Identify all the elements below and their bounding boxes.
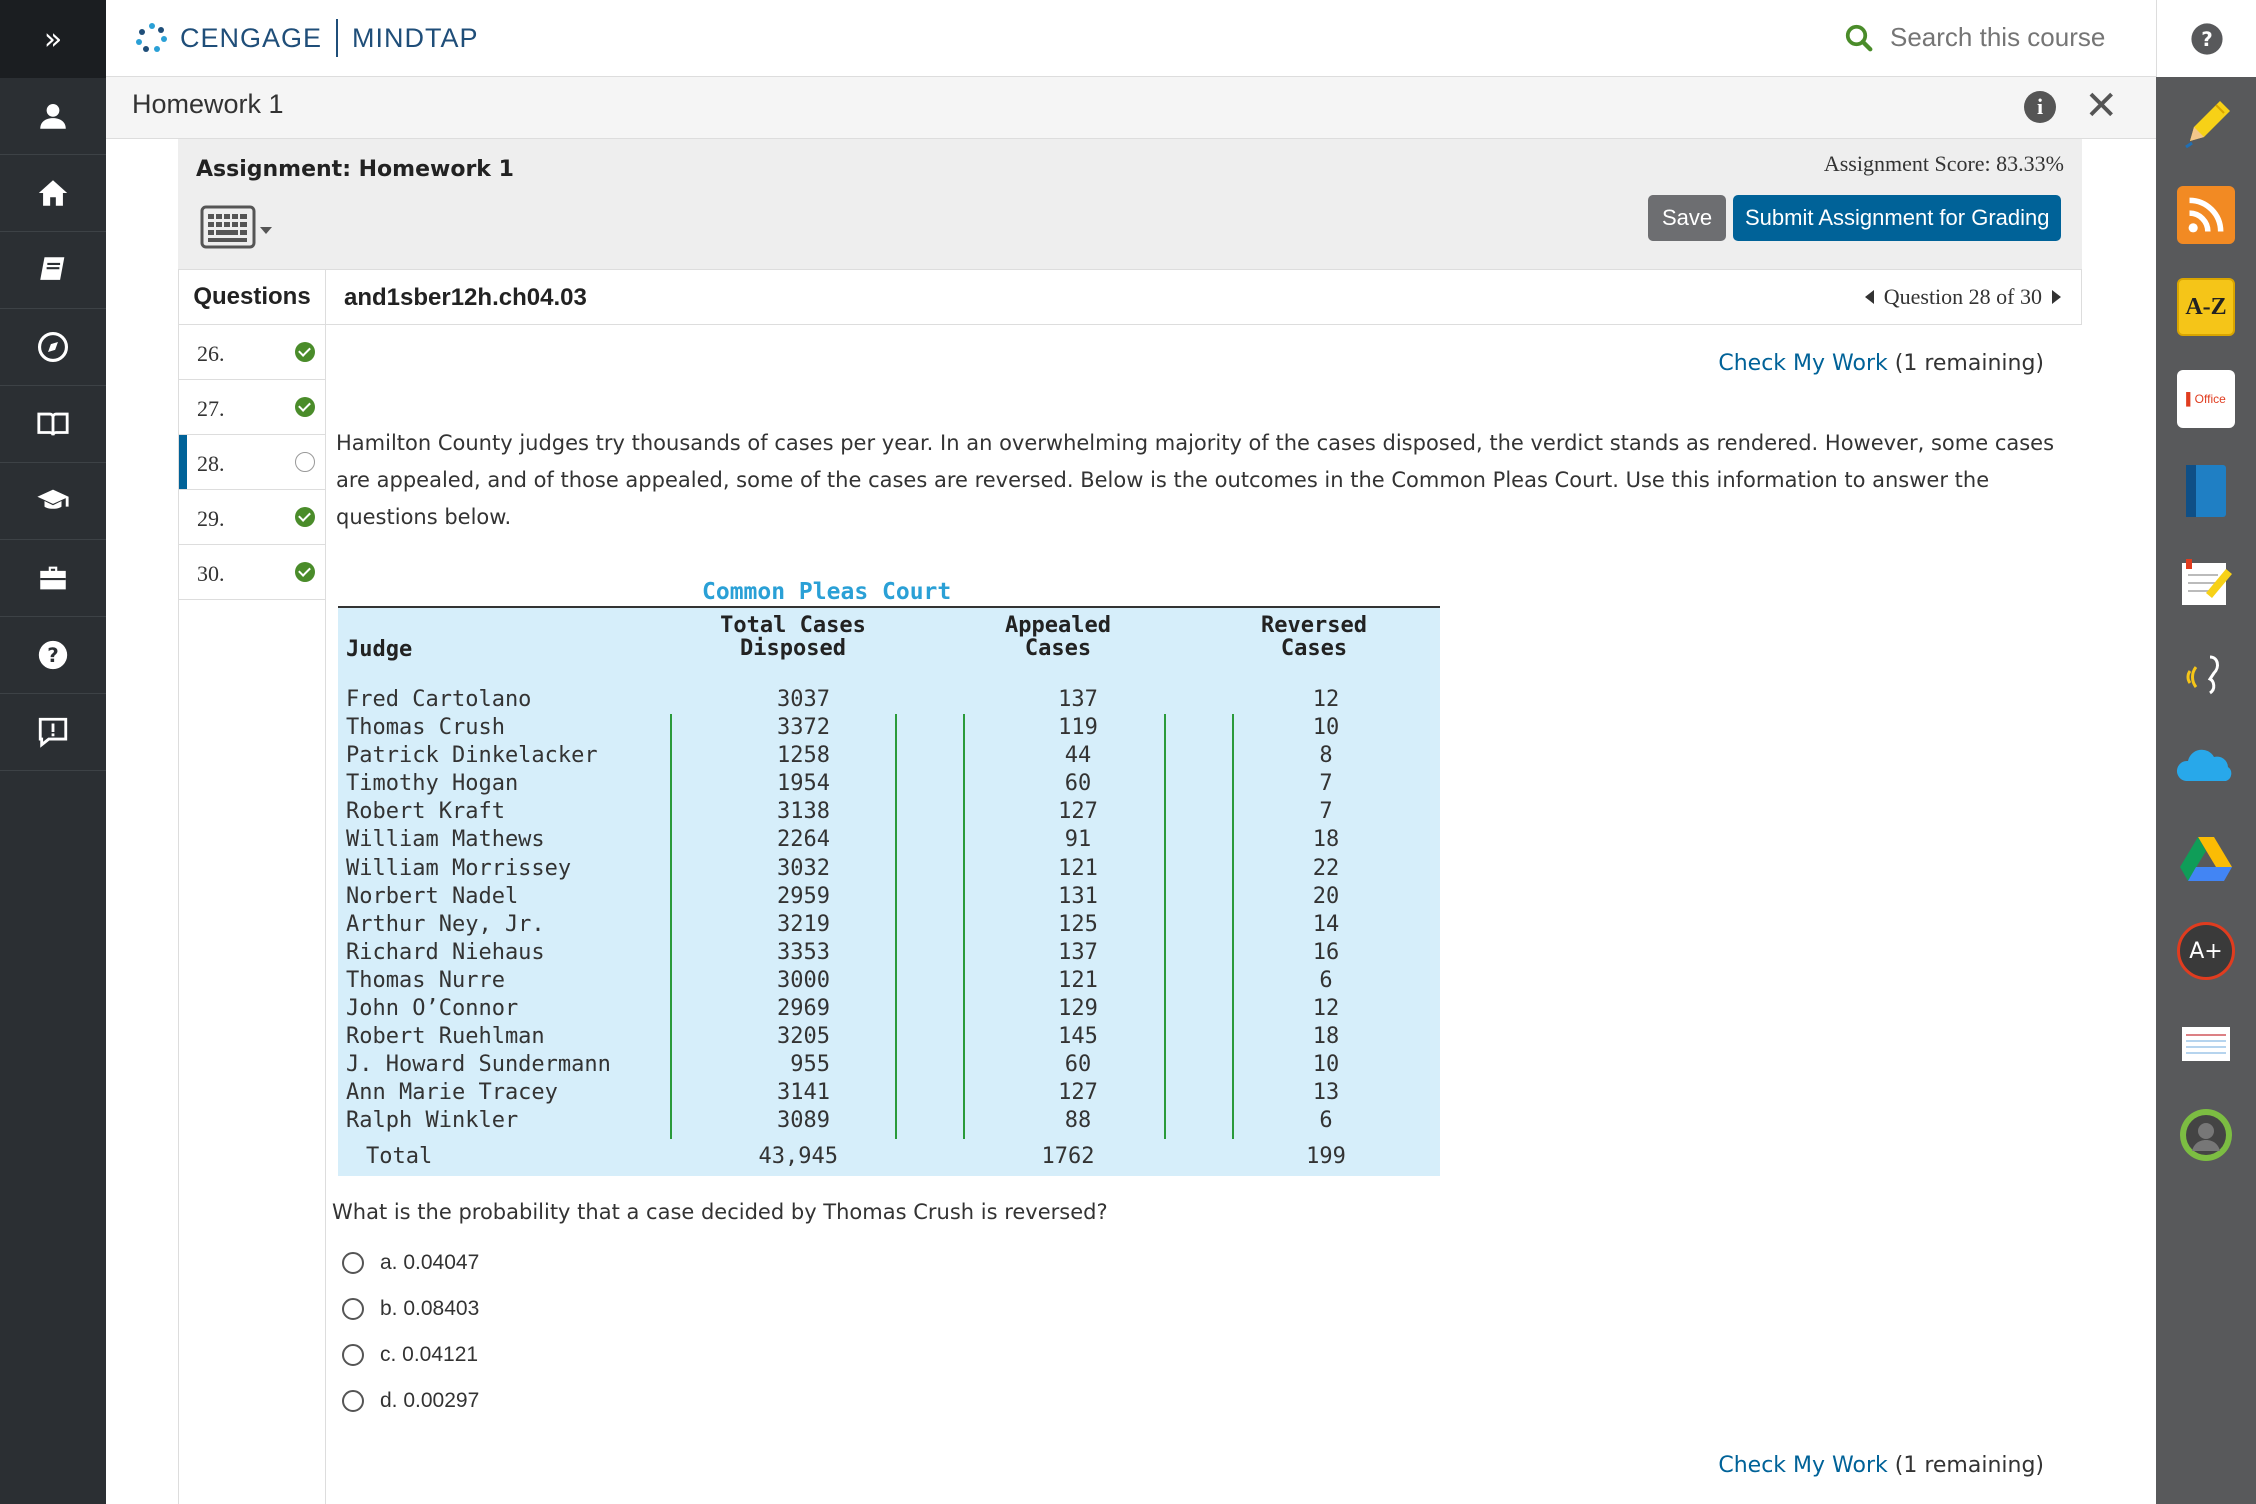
question-list-item-current[interactable] xyxy=(179,435,325,490)
appealed-cases-column xyxy=(1038,686,1118,1136)
notes-icon xyxy=(2176,553,2236,613)
reversed-cases-cell: 8 xyxy=(1319,743,1333,769)
judge-name-cell: Patrick Dinkelacker xyxy=(346,743,598,769)
header-judge: Judge xyxy=(346,637,413,662)
reversed-cases-cell: 18 xyxy=(1312,827,1340,853)
assignment-name: Assignment: Homework 1 xyxy=(196,157,514,182)
judge-name-cell: William Mathews xyxy=(346,827,545,853)
complete-check-icon xyxy=(295,342,315,362)
search-input[interactable] xyxy=(1890,22,2120,53)
reversed-cases-cell: 16 xyxy=(1312,939,1340,965)
radio-button[interactable] xyxy=(342,1390,364,1412)
total-cases-cell: 3219 xyxy=(777,911,830,937)
judge-name-cell: Ann Marie Tracey xyxy=(346,1080,558,1106)
total-cases-cell: 955 xyxy=(790,1052,830,1078)
judge-name-cell: Thomas Crush xyxy=(346,715,505,741)
question-navigator xyxy=(1865,284,2061,310)
total-cases-cell: 3037 xyxy=(777,687,830,712)
judge-name-cell: Timothy Hogan xyxy=(346,771,519,797)
reversed-cases-cell: 12 xyxy=(1312,687,1340,712)
graduation-cap-icon xyxy=(36,484,70,518)
nav-feedback[interactable] xyxy=(0,694,106,771)
save-button[interactable]: Save xyxy=(1648,195,1726,241)
total-cases-cell: 1258 xyxy=(777,743,830,769)
question-position: Question 28 of 30 xyxy=(1883,284,2042,309)
submit-for-grading-button[interactable]: Submit Assignment for Grading xyxy=(1733,195,2061,241)
total-cases-cell: 3205 xyxy=(777,1024,830,1050)
next-question-icon[interactable] xyxy=(2052,290,2061,304)
readspeaker-icon xyxy=(2176,645,2236,705)
course-search xyxy=(1844,22,2120,53)
assignment-score: Assignment Score: 83.33% xyxy=(1823,151,2064,176)
appealed-cases-cell: 127 xyxy=(1058,799,1098,825)
column-divider xyxy=(963,714,965,1139)
pencil-icon xyxy=(2176,93,2236,153)
total-cases-cell: 2969 xyxy=(777,996,830,1022)
appealed-cases-sum: 1762 xyxy=(1041,1144,1095,1169)
header-total-cases xyxy=(698,614,888,660)
nav-compass[interactable] xyxy=(0,309,106,386)
appealed-cases-cell: 121 xyxy=(1058,967,1098,993)
judge-name-cell: John O’Connor xyxy=(346,996,519,1022)
search-icon[interactable] xyxy=(1844,23,1874,53)
reversed-cases-cell: 10 xyxy=(1312,1052,1340,1078)
check-my-work-link[interactable]: Check My Work xyxy=(1718,351,1888,376)
user-icon xyxy=(36,99,70,133)
nav-notebook[interactable] xyxy=(0,232,106,309)
total-label: Total xyxy=(366,1144,433,1169)
judge-name-cell: Ralph Winkler xyxy=(346,1108,519,1134)
book-open-icon xyxy=(36,407,70,441)
question-number: 26. xyxy=(197,341,225,366)
nav-home[interactable] xyxy=(0,155,106,232)
judge-column xyxy=(346,686,611,1136)
top-header xyxy=(106,0,2156,77)
office-icon: ▌Office xyxy=(2177,370,2235,428)
check-my-work-link[interactable]: Check My Work xyxy=(1718,1453,1888,1478)
judge-name-cell: Robert Ruehlman xyxy=(346,1024,545,1050)
dock-google-drive[interactable] xyxy=(2156,813,2256,905)
option-label: b. 0.08403 xyxy=(380,1297,480,1320)
nav-readings[interactable] xyxy=(0,386,106,463)
total-cases-cell: 3089 xyxy=(777,1108,830,1134)
appealed-cases-cell: 125 xyxy=(1058,911,1098,937)
question-prompt: Hamilton County judges try thousands of cases per year. In an overwhelming majority of the cases disposed, the verdict stands as rendered. However, some cases are appealed, and of those appealed, some of the cases are reversed. Below is the outcomes in the Common Pleas Court. Use this information to answer the questions below. xyxy=(336,431,2055,529)
judge-name-cell: Richard Niehaus xyxy=(346,939,545,965)
dock-readspeaker[interactable] xyxy=(2156,629,2256,721)
radio-button[interactable] xyxy=(342,1344,364,1366)
header-total-line2: Disposed xyxy=(740,636,846,661)
compass-icon xyxy=(36,330,70,364)
total-cases-cell: 3032 xyxy=(777,855,830,881)
rss-icon xyxy=(2177,186,2235,244)
home-icon xyxy=(36,176,70,210)
answer-option-a[interactable] xyxy=(342,1251,479,1275)
aplus-icon: A+ xyxy=(2177,922,2235,980)
column-divider xyxy=(670,714,672,1139)
help-icon xyxy=(36,638,70,672)
total-cases-cell: 2959 xyxy=(777,883,830,909)
feedback-icon xyxy=(36,715,70,749)
complete-check-icon xyxy=(295,507,315,527)
total-cases-column xyxy=(718,686,830,1136)
reversed-cases-cell: 18 xyxy=(1312,1024,1340,1050)
chevron-double-right-icon: » xyxy=(43,21,63,57)
reversed-cases-cell: 7 xyxy=(1319,771,1333,797)
nav-profile[interactable] xyxy=(0,78,106,155)
header-reversed-line1: Reversed xyxy=(1261,613,1367,638)
activity-titlebar xyxy=(106,77,2156,139)
question-id: and1sber12h.ch04.03 xyxy=(344,284,587,311)
question-header xyxy=(178,269,2082,325)
questions-label: Questions xyxy=(178,270,326,324)
cengage-logo-icon xyxy=(132,18,172,58)
column-divider xyxy=(895,714,897,1139)
activity-title: Homework 1 xyxy=(132,89,284,119)
judge-name-cell: William Morrissey xyxy=(346,855,572,881)
info-icon[interactable]: i xyxy=(2024,91,2056,123)
reversed-cases-cell: 7 xyxy=(1319,799,1333,825)
reversed-cases-cell: 12 xyxy=(1312,996,1340,1022)
dock-notes[interactable] xyxy=(2156,537,2256,629)
reversed-cases-cell: 13 xyxy=(1312,1080,1340,1106)
total-cases-cell: 3138 xyxy=(777,799,830,825)
reversed-cases-column xyxy=(1296,686,1356,1136)
dock-pencil[interactable] xyxy=(2156,77,2256,169)
header-appealed-line1: Appealed xyxy=(1005,613,1111,638)
product-name: MINDTAP xyxy=(352,22,479,53)
check-my-work-bottom xyxy=(1718,1453,2044,1478)
help-circle-icon xyxy=(2190,22,2224,56)
onedrive-icon xyxy=(2174,737,2238,797)
incomplete-circle-icon xyxy=(295,452,315,472)
dock-a-z[interactable] xyxy=(2156,261,2256,353)
appealed-cases-cell: 88 xyxy=(1064,1108,1092,1134)
dock-aplus[interactable] xyxy=(2156,905,2256,997)
question-list-item[interactable] xyxy=(179,325,325,380)
option-label: a. 0.04047 xyxy=(380,1251,480,1274)
previous-question-icon[interactable] xyxy=(1865,290,1874,304)
option-label: c. 0.04121 xyxy=(380,1343,479,1366)
judge-name-cell: Arthur Ney, Jr. xyxy=(346,911,545,937)
complete-check-icon xyxy=(295,397,315,417)
total-cases-cell: 3353 xyxy=(777,939,830,965)
dock-progress[interactable] xyxy=(2156,1089,2256,1181)
header-total-line1: Total Cases xyxy=(720,613,866,638)
left-nav xyxy=(0,0,106,1504)
google-drive-icon xyxy=(2176,829,2236,889)
radio-button[interactable] xyxy=(342,1252,364,1274)
question-list-item[interactable] xyxy=(179,380,325,435)
answer-option-b[interactable] xyxy=(342,1297,479,1321)
court-cases-table xyxy=(338,606,1440,1176)
appealed-cases-cell: 137 xyxy=(1058,687,1098,712)
nav-help[interactable] xyxy=(0,617,106,694)
complete-check-icon xyxy=(295,562,315,582)
option-label: d. 0.00297 xyxy=(380,1389,480,1412)
dock-rss[interactable] xyxy=(2156,169,2256,261)
reversed-cases-cell: 20 xyxy=(1312,883,1340,909)
question-number: 28. xyxy=(197,451,225,476)
progress-icon xyxy=(2176,1105,2236,1165)
header-reversed-cases xyxy=(1194,614,1434,660)
notebook-icon xyxy=(36,253,70,287)
appealed-cases-cell: 137 xyxy=(1058,939,1098,965)
total-cases-cell: 2264 xyxy=(777,827,830,853)
answer-option-c[interactable] xyxy=(342,1343,478,1367)
appealed-cases-cell: 131 xyxy=(1058,883,1098,909)
svg-text:?: ? xyxy=(2200,27,2213,51)
total-cases-cell: 3000 xyxy=(777,967,830,993)
a-z-icon: A-Z xyxy=(2177,278,2235,336)
judge-name-cell: Robert Kraft xyxy=(346,799,505,825)
briefcase-icon xyxy=(36,561,70,595)
total-cases-cell: 3141 xyxy=(777,1080,830,1106)
close-icon[interactable]: ✕ xyxy=(2084,83,2118,129)
expand-nav-button[interactable] xyxy=(0,0,106,78)
svg-text:?: ? xyxy=(47,644,59,668)
appealed-cases-cell: 145 xyxy=(1058,1024,1098,1050)
flashcards-icon xyxy=(2176,1013,2236,1073)
judge-name-cell: Fred Cartolano xyxy=(346,687,532,712)
appealed-cases-cell: 121 xyxy=(1058,855,1098,881)
brand-name: CENGAGE xyxy=(180,22,323,53)
question-number: 30. xyxy=(197,561,225,586)
nav-learning[interactable] xyxy=(0,463,106,540)
appealed-cases-cell: 60 xyxy=(1064,1052,1092,1078)
table-title: Common Pleas Court xyxy=(702,579,952,605)
logo-separator xyxy=(336,19,338,57)
book-icon xyxy=(2178,461,2234,521)
question-content xyxy=(326,325,2082,1504)
reversed-cases-cell: 22 xyxy=(1312,855,1340,881)
reversed-cases-cell: 6 xyxy=(1319,967,1333,993)
header-appealed-cases xyxy=(938,614,1178,660)
appealed-cases-cell: 119 xyxy=(1058,715,1098,741)
total-cases-cell: 1954 xyxy=(777,771,830,797)
answer-option-d[interactable] xyxy=(342,1389,479,1413)
app-dock xyxy=(2156,77,2256,1504)
header-reversed-line2: Cases xyxy=(1280,636,1348,661)
question-number: 27. xyxy=(197,396,225,421)
question-text: What is the probability that a case decided by Thomas Crush is reversed? xyxy=(332,1200,1108,1224)
judge-name-cell: J. Howard Sundermann xyxy=(346,1052,611,1078)
header-help[interactable] xyxy=(2156,0,2256,77)
column-divider xyxy=(1232,714,1234,1139)
cengage-mindtap-logo[interactable] xyxy=(132,18,479,58)
check-my-work-remaining: (1 remaining) xyxy=(1894,351,2044,376)
reversed-cases-sum: 199 xyxy=(1306,1144,1346,1169)
dock-book[interactable] xyxy=(2156,445,2256,537)
column-divider xyxy=(1164,714,1166,1139)
check-my-work-top xyxy=(1718,351,2044,376)
nav-portfolio[interactable] xyxy=(0,540,106,617)
question-number: 29. xyxy=(197,506,225,531)
reversed-cases-cell: 14 xyxy=(1312,911,1340,937)
header-appealed-line2: Cases xyxy=(1024,636,1092,661)
judge-name-cell: Norbert Nadel xyxy=(346,883,519,909)
judge-name-cell: Thomas Nurre xyxy=(346,967,505,993)
reversed-cases-cell: 6 xyxy=(1319,1108,1333,1134)
appealed-cases-cell: 91 xyxy=(1064,827,1092,853)
radio-button[interactable] xyxy=(342,1298,364,1320)
total-cases-cell: 3372 xyxy=(777,715,830,741)
reversed-cases-cell: 10 xyxy=(1312,715,1340,741)
appealed-cases-cell: 129 xyxy=(1058,996,1098,1022)
dock-onedrive[interactable] xyxy=(2156,721,2256,813)
check-my-work-remaining: (1 remaining) xyxy=(1894,1453,2044,1478)
question-list xyxy=(178,325,326,1504)
dock-flashcards[interactable] xyxy=(2156,997,2256,1089)
appealed-cases-cell: 44 xyxy=(1064,743,1092,769)
appealed-cases-cell: 60 xyxy=(1064,771,1092,797)
question-list-item[interactable] xyxy=(179,545,325,600)
total-cases-sum: 43,945 xyxy=(758,1144,838,1169)
dock-office[interactable] xyxy=(2156,353,2256,445)
question-list-item[interactable] xyxy=(179,490,325,545)
assignment-header xyxy=(178,139,2082,269)
appealed-cases-cell: 127 xyxy=(1058,1080,1098,1106)
keyboard-icon[interactable] xyxy=(200,201,276,253)
